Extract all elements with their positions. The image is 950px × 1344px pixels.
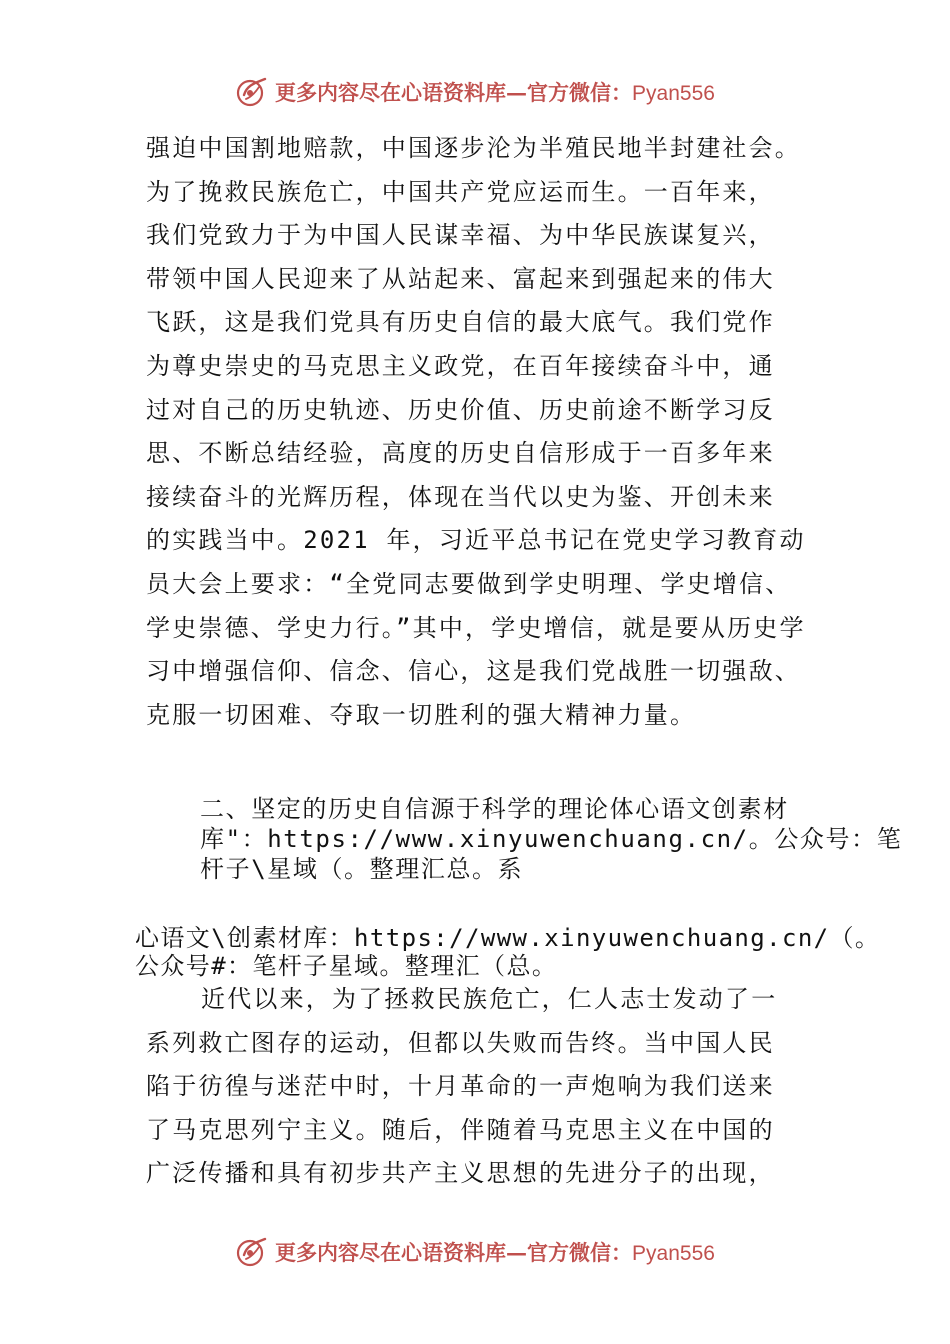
text-line: 思、不断总结经验，高度的历史自信形成于一百多年来: [146, 439, 775, 468]
logo-icon: [235, 75, 269, 109]
text-line: 克服一切困难、夺取一切胜利的强大精神力量。: [146, 700, 697, 729]
watermark-text: [135, 924, 881, 980]
text-line: 系列救亡图存的运动，但都以失败而告终。当中国人民: [146, 1028, 775, 1057]
text-line: 陷于彷徨与迷茫中时，十月革命的一声炮响为我们送来: [146, 1072, 775, 1101]
heading-line: 杆子\星域（。整理汇总。系: [200, 855, 524, 883]
text-line: 习中增强信仰、信念、信心，这是我们党战胜一切强敌、: [146, 657, 801, 686]
text-line: 飞跃，这是我们党具有历史自信的最大底气。我们党作: [146, 308, 775, 337]
paragraph-1: [146, 127, 826, 737]
wechat-id: Pyan556: [632, 1242, 715, 1265]
text-line: 近代以来，为了拯救民族危亡，仁人志士发动了一: [201, 985, 778, 1013]
text-line: 我们党致力于为中国人民谋幸福、为中华民族谋复兴，: [146, 221, 775, 250]
watermark-line: 公众号#：笔杆子星域。整理汇（总。: [135, 952, 558, 980]
logo-icon: [235, 1235, 269, 1269]
text-line: 为尊史崇史的马克思主义政党，在百年接续奋斗中，通: [146, 351, 775, 380]
text-line: 为了挽救民族危亡，中国共产党应运而生。一百年来，: [146, 177, 775, 206]
heading-line: 库"：https://www.xinyuwenchuang.cn/。公众号：笔: [200, 825, 903, 853]
paragraph-2: [146, 978, 826, 1196]
heading-line: 二、坚定的历史自信源于科学的理论体心语文创素材: [200, 795, 789, 823]
banner-text: 更多内容尽在心语资料库—官方微信：Pyan556: [275, 1240, 715, 1265]
text-line: 接续奋斗的光辉历程，体现在当代以史为鉴、开创未来: [146, 482, 775, 511]
text-line: 带领中国人民迎来了从站起来、富起来到强起来的伟大: [146, 264, 775, 293]
text-line: 广泛传播和具有初步共产主义思想的先进分子的出现，: [146, 1159, 775, 1188]
watermark-line: 心语文\创素材库：https://www.xinyuwenchuang.cn/（。: [135, 924, 881, 952]
footer-banner: [0, 1230, 950, 1274]
section-heading: [200, 794, 903, 884]
banner-text: 更多内容尽在心语资料库—官方微信：Pyan556: [275, 80, 715, 105]
text-line: 强迫中国割地赔款，中国逐步沦为半殖民地半封建社会。: [146, 134, 801, 162]
text-line: 员大会上要求：“全党同志要做到学史明理、学史增信、: [146, 569, 792, 598]
text-line: 过对自己的历史轨迹、历史价值、历史前途不断学习反: [146, 395, 775, 424]
header-banner: [0, 70, 950, 114]
text-line: 的实践当中。2021 年，习近平总书记在党史学习教育动: [146, 526, 806, 555]
text-line: 了马克思列宁主义。随后，伴随着马克思主义在中国的: [146, 1115, 775, 1144]
text-line: 学史崇德、学史力行。”其中，学史增信，就是要从历史学: [146, 613, 806, 642]
wechat-id: Pyan556: [632, 82, 715, 105]
